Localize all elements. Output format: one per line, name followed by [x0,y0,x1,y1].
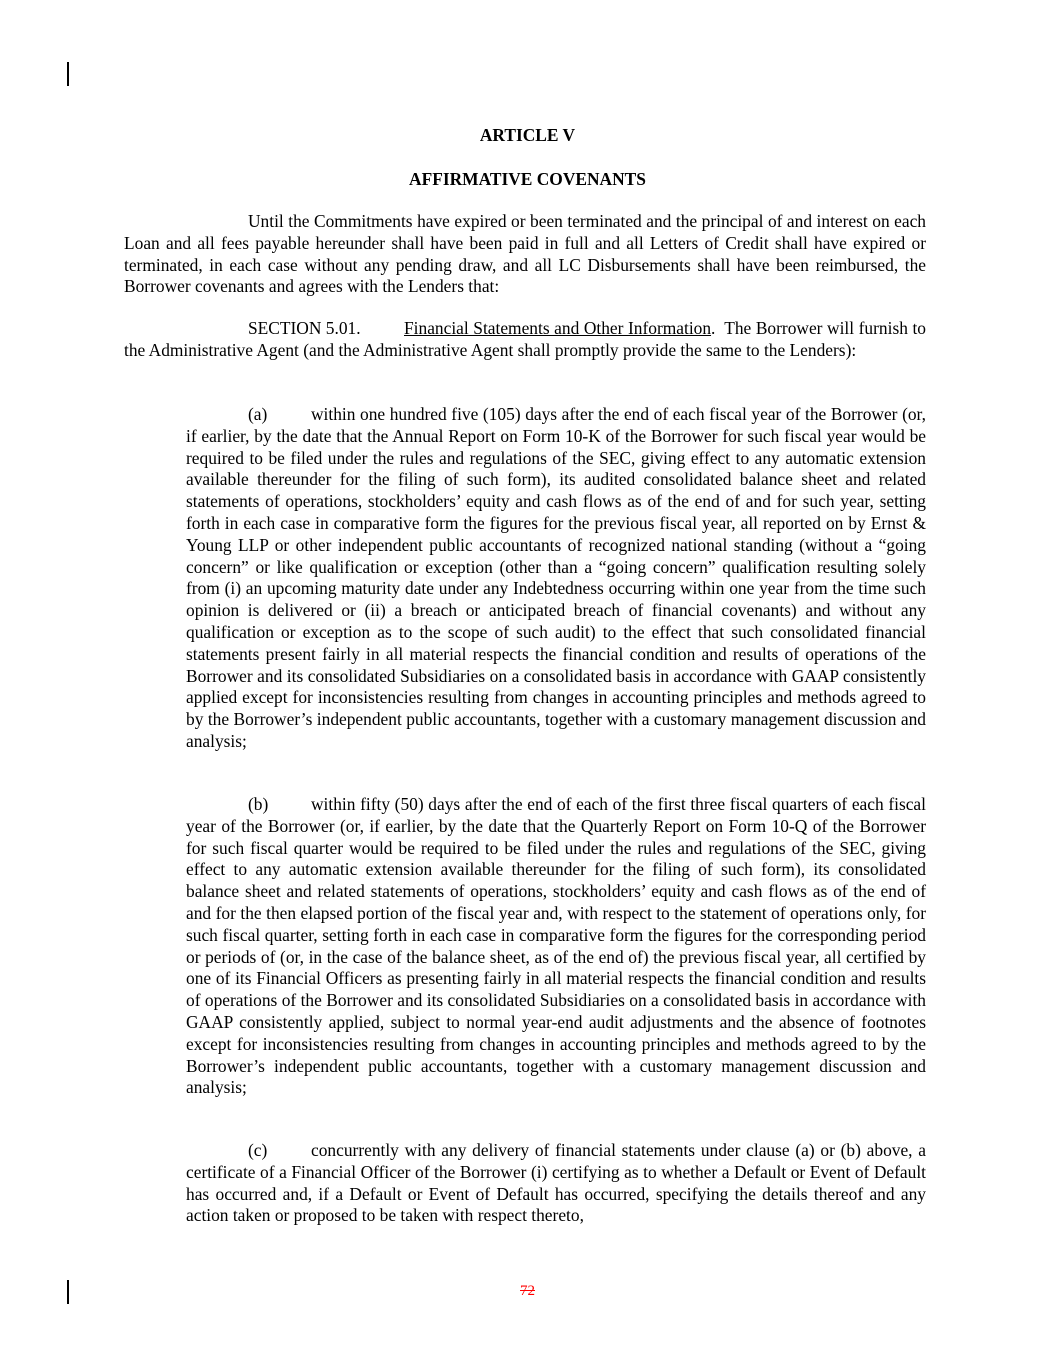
section-number: SECTION 5.01. [248,318,361,338]
article-title: ARTICLE V [479,125,576,145]
clause-c-text: concurrently with any delivery of financial statements under clause (a) or (b) above, a certificate of a Financial Officer of the Borrower (i) certifying as to whether a Default or Event of Default has occurred and, if a Default or Event of Default has occurred, specifying the details thereof and any action taken or proposed to be taken with respect thereto, [186,1140,926,1226]
page-number: 72 [520,1283,535,1299]
clause-b-marker: (b) [248,794,269,814]
section-heading-punct: . [711,318,716,338]
clause-c [186,1140,926,1227]
section-text: The Borrower will furnish to the Administrative Agent (and the Administrative Agent shall promptly provide the same to the Lenders): [124,318,926,360]
clause-a [186,404,926,753]
clause-b-text: within fifty (50) days after the end of each of the first three fiscal quarters of each fiscal year of the Borrower (or, if earlier, by the date that the Quarterly Report on Form 10-Q of the Borrower for such fiscal quarter would be required to be filed under the rules and regulations of the SEC, giving effect to any automatic extension available thereunder for the filing of such form), its consolidated balance sheet and related statements of operations, stockholders’ equity and cash flows as of the end of and for the then elapsed portion of the fiscal year and, with respect to the statement of operations only, for such fiscal quarter, setting forth in each case in comparative form the figures for the corresponding period or periods of (or, in the case of the balance sheet, as of the end of) the previous fiscal year, all certified by one of its Financial Officers as presenting fairly in all material respects the financial condition and results of operations of the Borrower and its consolidated Subsidiaries on a consolidated basis in accordance with GAAP consistently applied, subject to normal year-end audit adjustments and the absence of footnotes except for inconsistencies resulting from changes in accounting principles and methods agreed to by the Borrower’s independent public accountants, together with a customary management discussion and analysis; [186,794,926,1098]
clause-a-text: within one hundred five (105) days after the end of each fiscal year of the Borrower (or, if earlier, by the date that the Annual Report on Form 10-K of the Borrower for such fiscal year would be required to be filed under the rules and regulations of the SEC, giving effect to any automatic extension available thereunder for the filing of such form), its audited consolidated balance sheet and related statements of operations, stockholders’ equity and cash flows as of the end of and for such year, setting forth in each case in comparative form the figures for the previous fiscal year, all reported on by Ernst & Young LLP or other independent public accountants of recognized national standing (without a “going concern” or like qualification or exception (other than a “going concern” qualification resulting solely from (i) an upcoming maturity date under any Indebtedness occurring within one year from the time such opinion is delivered or (ii) a breach or anticipated breach of financial covenants) and without any qualification or exception as to the scope of such audit) to the effect that such consolidated financial statements present fairly in all material respects the financial condition and results of operations of the Borrower and its consolidated Subsidiaries on a consolidated basis in accordance with GAAP consistently applied except for inconsistencies resulting from changes in accounting principles and methods agreed to by the Borrower’s independent public accountants, together with a customary management discussion and analysis; [186,404,926,751]
clause-a-marker: (a) [248,404,268,424]
clause-b [186,794,926,1099]
section-heading: Financial Statements and Other Information [404,318,712,338]
clause-c-marker: (c) [248,1140,268,1160]
article-subtitle: AFFIRMATIVE COVENANTS [409,169,646,189]
change-bar-top [67,62,69,86]
intro-paragraph: Until the Commitments have expired or been terminated and the principal of and interest on each Loan and all fees payable hereunder shall have been paid in full and all Letters of Credit shall have expired or terminated, in each case without any pending draw, and all LC Disbursements shall have been reimbursed, the Borrower covenants and agrees with the Lenders that: [124,211,926,297]
section-5-01-paragraph [124,318,926,362]
